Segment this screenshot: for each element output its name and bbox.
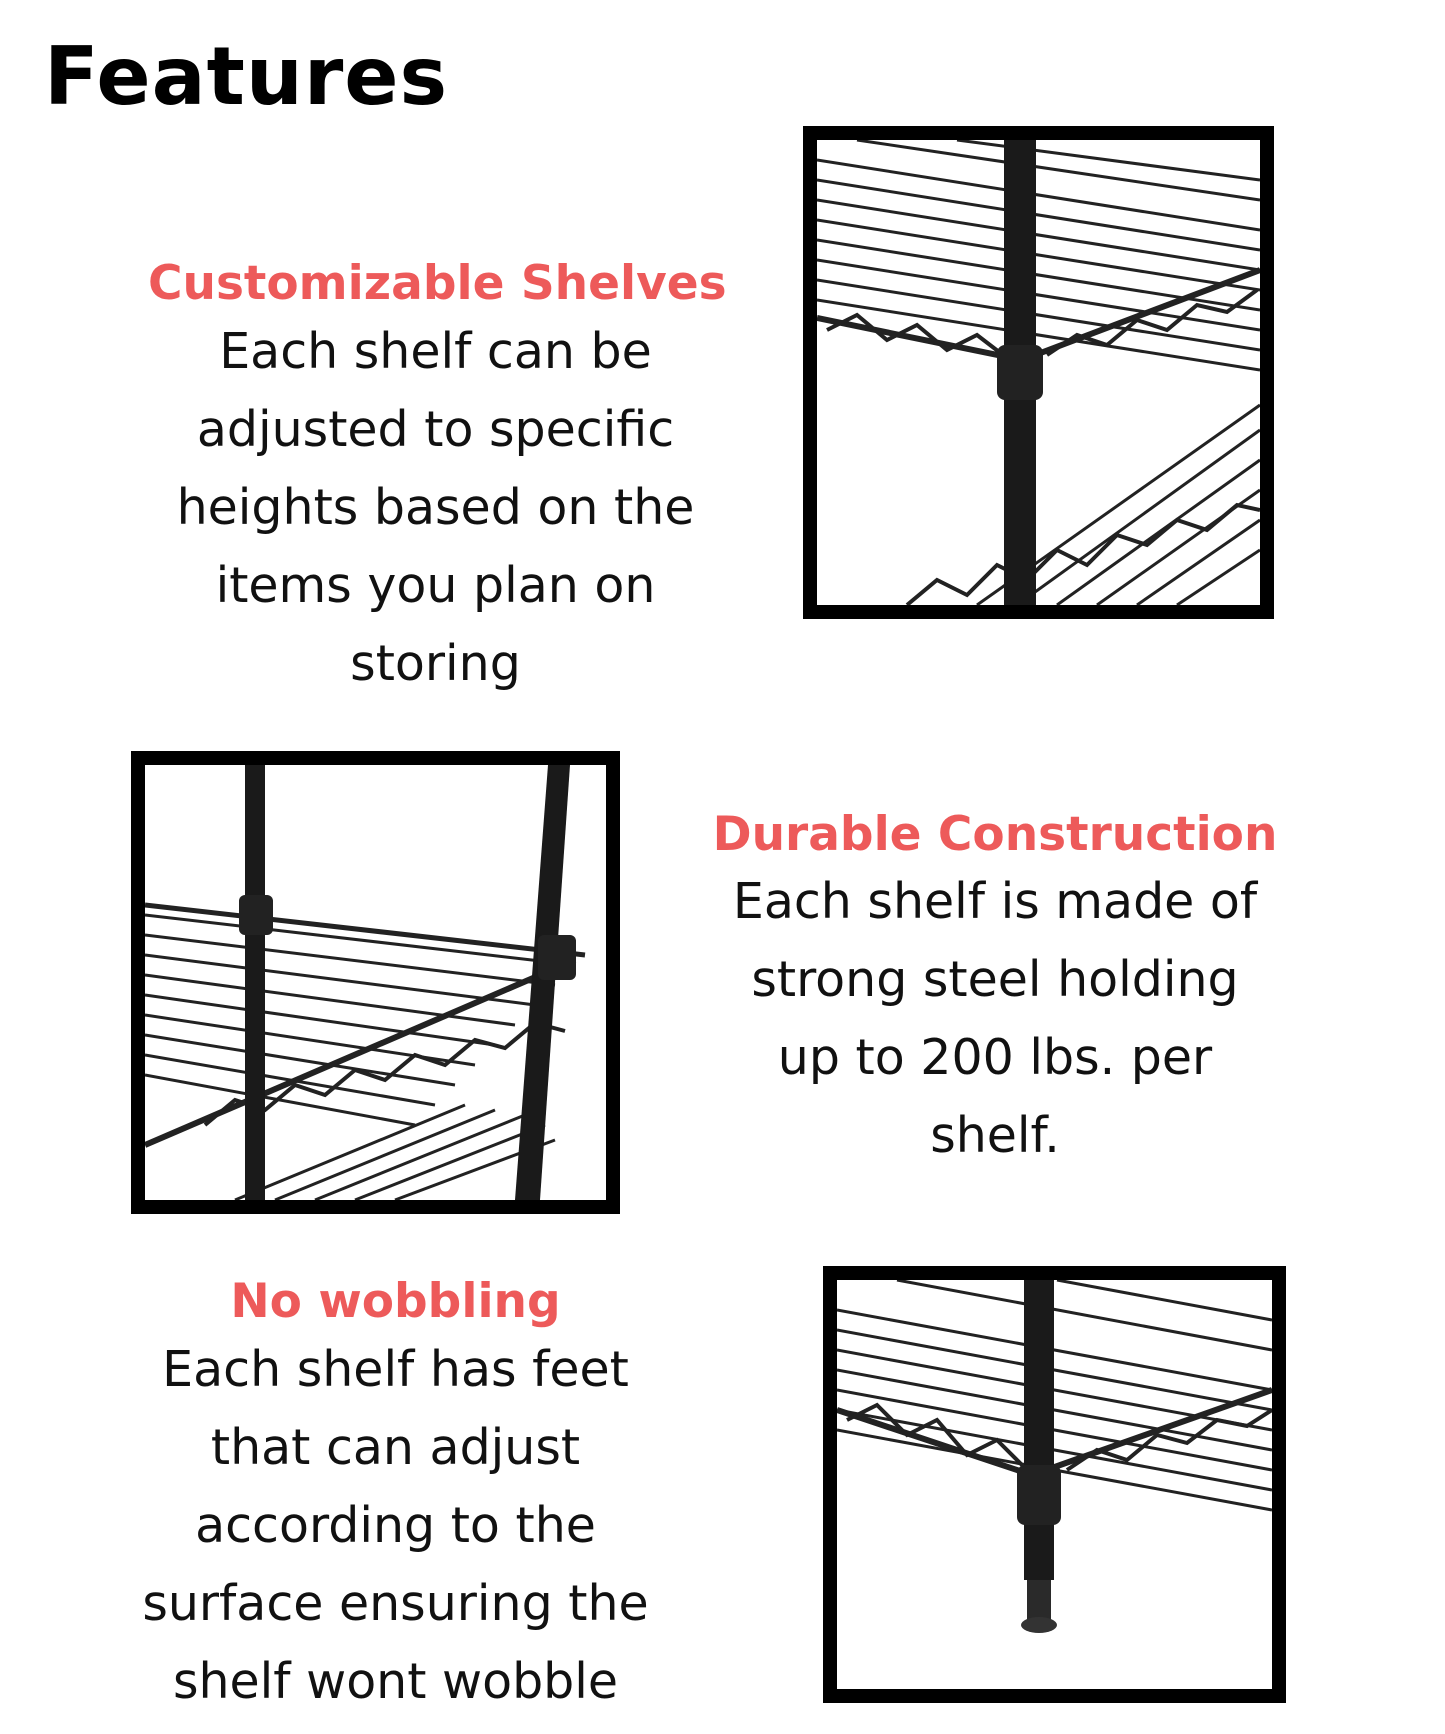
feature-line: adjusted to specific xyxy=(196,401,675,458)
feature-description-no-wobbling xyxy=(128,1331,663,1721)
feature-line: Each shelf is made of xyxy=(732,873,1258,930)
feature-line: according to the xyxy=(195,1497,596,1554)
feature-line: shelf wont wobble xyxy=(172,1653,619,1710)
feature-line: that can adjust xyxy=(210,1419,581,1476)
feature-line: up to 200 lbs. per xyxy=(777,1029,1213,1086)
feature-line: Each shelf can be xyxy=(219,323,652,380)
feature-description-durable-construction xyxy=(700,863,1290,1175)
wire-grid-lower xyxy=(235,1105,555,1200)
shelf-corner-pole-image xyxy=(803,126,1274,619)
feature-line: shelf. xyxy=(930,1107,1060,1164)
feature-line: heights based on the xyxy=(176,479,695,536)
feature-line: surface ensuring the xyxy=(142,1575,649,1632)
shelf-tiers-perspective-image xyxy=(131,751,620,1214)
feature-heading-no-wobbling: No wobbling xyxy=(230,1274,561,1329)
feature-description-customizable-shelves xyxy=(148,313,723,703)
feature-heading-durable-construction: Durable Construction xyxy=(712,807,1278,862)
feature-line: storing xyxy=(350,635,521,692)
shelf-leveling-foot-image xyxy=(823,1266,1286,1703)
feature-line: strong steel holding xyxy=(751,951,1239,1008)
feature-line: Each shelf has feet xyxy=(162,1341,629,1398)
page-title: Features xyxy=(44,30,449,123)
feature-heading-customizable-shelves: Customizable Shelves xyxy=(148,256,727,311)
feature-line: items you plan on xyxy=(215,557,656,614)
